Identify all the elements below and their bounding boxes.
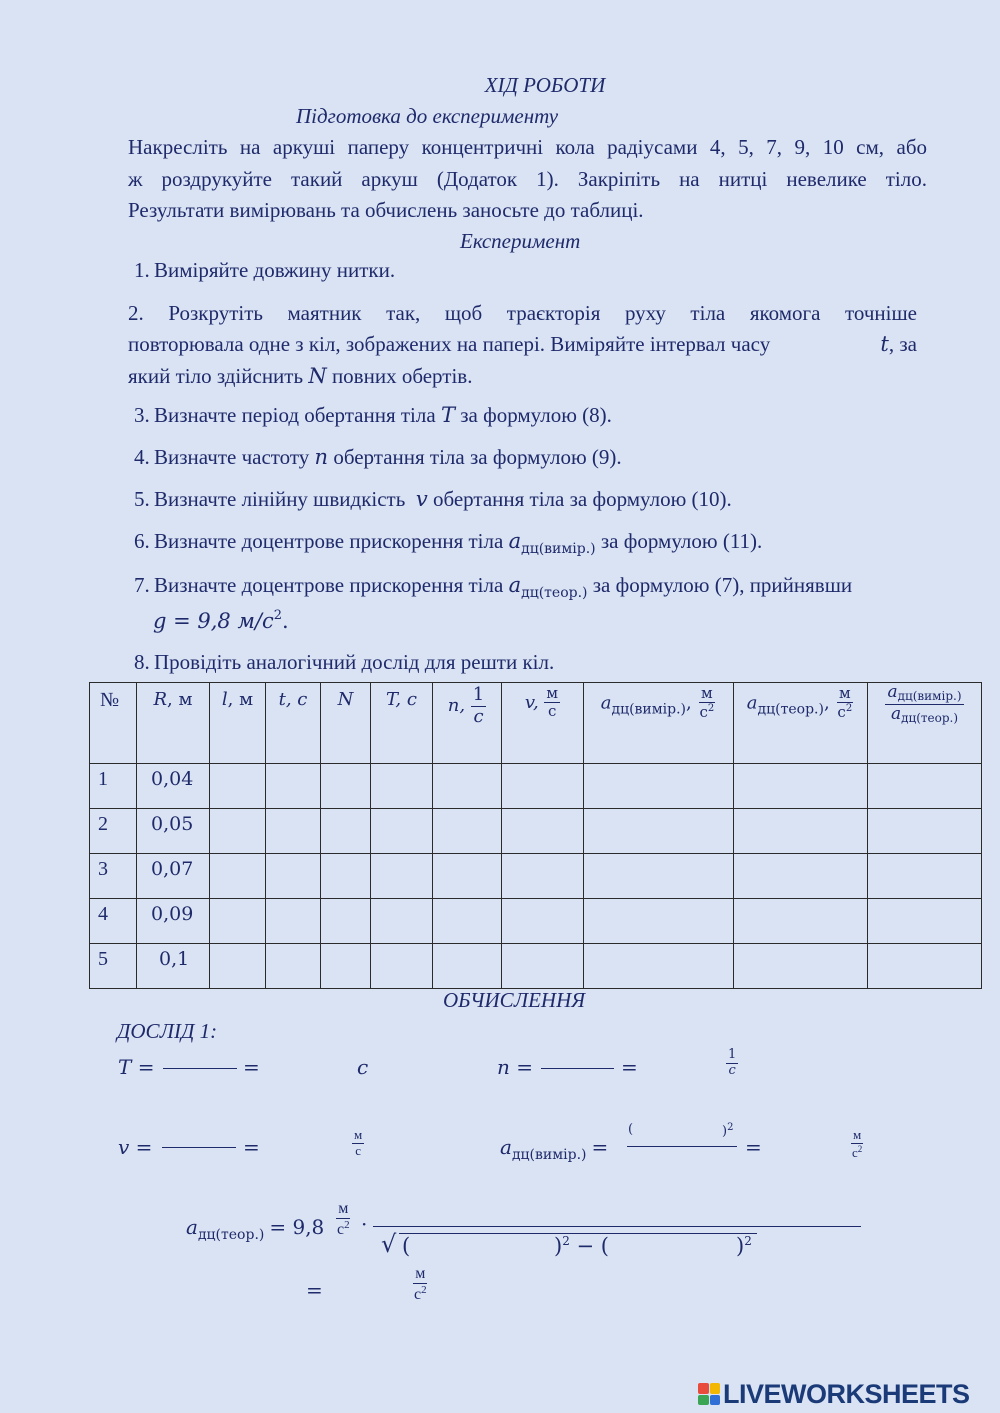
step-3-text-a: Визначте період обертання тіла	[154, 403, 436, 427]
header-N: N	[321, 683, 371, 764]
experiment-heading: Експеримент	[460, 229, 581, 253]
step-3	[134, 403, 612, 428]
step-5-text-b: обертання тіла за формулою (10).	[432, 487, 732, 511]
calc-a-theor-unit: $\frac{м}{с^2}$	[337, 1200, 350, 1239]
header-n: n, $\frac{1}{c}$	[433, 683, 502, 764]
cell-input[interactable]	[868, 944, 982, 989]
calc-T-eq: =	[243, 1055, 260, 1079]
cell-input[interactable]	[266, 809, 321, 854]
liveworksheets-logo	[698, 1378, 970, 1410]
calc-n-fraction-line[interactable]	[541, 1068, 614, 1069]
var-T: T	[440, 403, 455, 427]
cell-input[interactable]	[433, 899, 502, 944]
step-6	[134, 529, 762, 557]
calc-a-meas-eq2: =	[745, 1135, 762, 1159]
liveworksheets-icon	[698, 1383, 720, 1405]
var-v: v	[415, 487, 428, 511]
step-1-text: Виміряйте довжину нитки.	[154, 258, 396, 282]
row-2-R: 0,05	[151, 813, 194, 835]
step-3-text-b: за формулою (8).	[460, 403, 612, 427]
step-7	[134, 573, 852, 601]
header-ratio: $\frac{a_{дц(вимір.)}}{a_{дц(теор.)}}$	[868, 683, 982, 764]
cell-input[interactable]	[210, 764, 266, 809]
cell-input[interactable]	[734, 899, 868, 944]
cell-input[interactable]	[734, 854, 868, 899]
step-4-text-a: Визначте частоту	[154, 445, 310, 469]
results-table	[89, 682, 982, 989]
header-a-meas: $a_{дц(вимір.)}$, $\frac{м}{с^2}$	[584, 683, 734, 764]
header-a-theor: $a_{дц(теор.)}$, $\frac{м}{с^2}$	[734, 683, 868, 764]
cell-input[interactable]	[868, 854, 982, 899]
calc-sq-open1: (	[402, 1234, 411, 1258]
step-8-text: Провідіть аналогічний дослід для решти кіл.	[154, 650, 555, 674]
step-2-line-2-text: повторювала одне з кіл, зображених на папері. Виміряйте інтервал часу	[128, 332, 771, 356]
page-subtitle: Підготовка до експерименту	[296, 104, 559, 128]
cell-input[interactable]	[502, 809, 584, 854]
var-a-theor: a	[508, 573, 522, 597]
cell-input[interactable]	[868, 764, 982, 809]
cell-input[interactable]	[433, 944, 502, 989]
cell-input[interactable]	[266, 899, 321, 944]
step-2-line-3a: який тіло здійснить	[128, 364, 304, 388]
var-t: t	[880, 332, 889, 356]
cell-input[interactable]	[266, 854, 321, 899]
step-6-text-b: за формулою (11).	[600, 529, 763, 553]
row-5-no: 5	[98, 948, 108, 970]
calc-T-fraction-line[interactable]	[163, 1068, 237, 1069]
row-2-no: 2	[98, 813, 108, 835]
cell-input[interactable]	[321, 764, 371, 809]
row-5-R: 0,1	[159, 948, 190, 970]
cell-input[interactable]	[584, 899, 734, 944]
step-2-sep: , за	[888, 332, 917, 356]
var-a-meas: a	[508, 529, 522, 553]
calc-sq-close1: )$^2$ − (	[554, 1234, 609, 1258]
cell-input[interactable]	[734, 944, 868, 989]
cell-input[interactable]	[371, 854, 433, 899]
header-T: T, c	[371, 683, 433, 764]
table-row	[90, 899, 982, 944]
cell-input[interactable]	[502, 944, 584, 989]
var-a-meas-sub: дц(вимір.)	[521, 541, 596, 557]
calc-T-unit: c	[357, 1055, 369, 1079]
row-3-R: 0,07	[151, 858, 194, 880]
row-4-no: 4	[98, 903, 108, 925]
step-7-num: 7.	[134, 573, 150, 597]
calc-heading: ОБЧИСЛЕННЯ	[443, 988, 586, 1012]
calc-a-meas-fraction-line[interactable]	[627, 1146, 737, 1147]
cell-input[interactable]	[321, 899, 371, 944]
var-a-theor-sub: дц(теор.)	[521, 585, 588, 601]
watermark-text: LIVEWORKSHEETS	[723, 1378, 970, 1409]
calc-a-theor-lhs: $a_{дц(теор.)} = 9,8$	[186, 1215, 325, 1243]
calc-v-fraction-line[interactable]	[162, 1147, 236, 1148]
cell-input[interactable]	[584, 944, 734, 989]
step-1	[134, 258, 395, 283]
step-6-text-a: Визначте доцентрове прискорення тіла	[154, 529, 504, 553]
calc-sq-close2: )$^2$	[736, 1234, 752, 1258]
calc-final-unit: $\frac{м}{с^2}$	[414, 1265, 427, 1304]
cell-input[interactable]	[433, 809, 502, 854]
calc-a-meas-unit: $\frac{м}{с^2}$	[852, 1127, 863, 1160]
step-2-line-2	[128, 329, 917, 360]
intro-line-1: Накресліть на аркуші паперу концентричні кола радіусами 4, 5, 7, 9, 10 см, або	[128, 135, 927, 159]
g-end: .	[282, 609, 289, 633]
cell-input[interactable]	[868, 899, 982, 944]
step-4-num: 4.	[134, 445, 150, 469]
step-1-num: 1.	[134, 258, 150, 282]
page-title: ХІД РОБОТИ	[484, 73, 606, 97]
step-5	[134, 487, 732, 512]
cell-input[interactable]	[210, 899, 266, 944]
intro-line-2: ж роздрукуйте такий аркуш (Додаток 1). Закріпіть на нитці невелике тіло.	[128, 167, 927, 191]
step-8-num: 8.	[134, 650, 150, 674]
calc-n-eq: =	[621, 1055, 638, 1079]
calc-final-eq: =	[306, 1278, 323, 1302]
g-value: g = 9,8 м/с	[153, 609, 274, 633]
calc-v-eq: =	[243, 1135, 260, 1159]
step-2-line-1: 2. Розкрутіть маятник так, щоб траєкторія руху тіла якомога точніше	[128, 301, 917, 325]
calc-n-lhs: n =	[497, 1055, 533, 1079]
cell-input[interactable]	[734, 809, 868, 854]
cell-input[interactable]	[371, 944, 433, 989]
sqrt-icon: √	[381, 1230, 397, 1258]
cell-input[interactable]	[502, 854, 584, 899]
cell-input[interactable]	[266, 944, 321, 989]
calc-n-unit: $\frac{1}{c}$	[728, 1047, 737, 1078]
g-pow: 2	[273, 608, 282, 623]
table-row	[90, 944, 982, 989]
cell-input[interactable]	[584, 854, 734, 899]
cell-input[interactable]	[321, 809, 371, 854]
step-5-num: 5.	[134, 487, 150, 511]
cell-input[interactable]	[371, 899, 433, 944]
row-4-R: 0,09	[151, 903, 194, 925]
cell-input[interactable]	[502, 899, 584, 944]
intro-line-3: Результати вимірювань та обчислень заносьте до таблиці.	[128, 198, 644, 222]
header-t: t, c	[266, 683, 321, 764]
step-8	[134, 650, 554, 675]
step-6-num: 6.	[134, 529, 150, 553]
row-3-no: 3	[98, 858, 108, 880]
calc-a-meas-lhs: $a_{дц(вимір.)}$ =	[500, 1135, 609, 1163]
cell-input[interactable]	[433, 764, 502, 809]
cell-input[interactable]	[734, 764, 868, 809]
cell-input[interactable]	[210, 809, 266, 854]
cell-input[interactable]	[433, 854, 502, 899]
table-row	[90, 809, 982, 854]
trial-label: ДОСЛІД 1:	[117, 1019, 218, 1043]
step-5-text-a: Визначте лінійну швидкість	[154, 487, 406, 511]
cell-input[interactable]	[502, 764, 584, 809]
calc-v-lhs: v =	[118, 1135, 153, 1159]
step-3-num: 3.	[134, 403, 150, 427]
row-1-R: 0,04	[151, 768, 194, 790]
calc-a-theor-fraction-line[interactable]	[373, 1226, 861, 1227]
header-no: №	[90, 683, 137, 764]
step-7-g	[153, 608, 289, 633]
row-1-no: 1	[98, 768, 108, 790]
cell-input[interactable]	[266, 764, 321, 809]
header-v: v, $\frac{м}{с}$	[502, 683, 584, 764]
cell-input[interactable]	[584, 764, 734, 809]
cell-input[interactable]	[210, 854, 266, 899]
step-7-text-a: Визначте доцентрове прискорення тіла	[154, 573, 504, 597]
cell-input[interactable]	[584, 809, 734, 854]
calc-dot: ·	[361, 1212, 368, 1236]
var-n: n	[314, 445, 329, 469]
step-4-text-b: обертання тіла за формулою (9).	[333, 445, 622, 469]
var-N: N	[308, 364, 327, 388]
step-4	[134, 445, 622, 470]
calc-T-lhs: T =	[118, 1055, 155, 1079]
table-row	[90, 764, 982, 809]
cell-input[interactable]	[371, 809, 433, 854]
cell-input[interactable]	[210, 944, 266, 989]
header-R: R, м	[137, 683, 210, 764]
header-l: l, м	[210, 683, 266, 764]
calc-a-meas-open: (	[628, 1122, 634, 1137]
calc-v-unit: $\frac{м}{с}$	[354, 1127, 363, 1158]
step-2-line-3	[128, 361, 472, 392]
step-2-line-3b: повних обертів.	[331, 364, 473, 388]
cell-input[interactable]	[321, 944, 371, 989]
cell-input[interactable]	[321, 854, 371, 899]
table-header-row	[90, 683, 982, 764]
calc-a-meas-close: )$^2$	[722, 1122, 734, 1139]
cell-input[interactable]	[868, 809, 982, 854]
cell-input[interactable]	[371, 764, 433, 809]
step-7-text-b: за формулою (7), прийнявши	[592, 573, 853, 597]
table-row	[90, 854, 982, 899]
